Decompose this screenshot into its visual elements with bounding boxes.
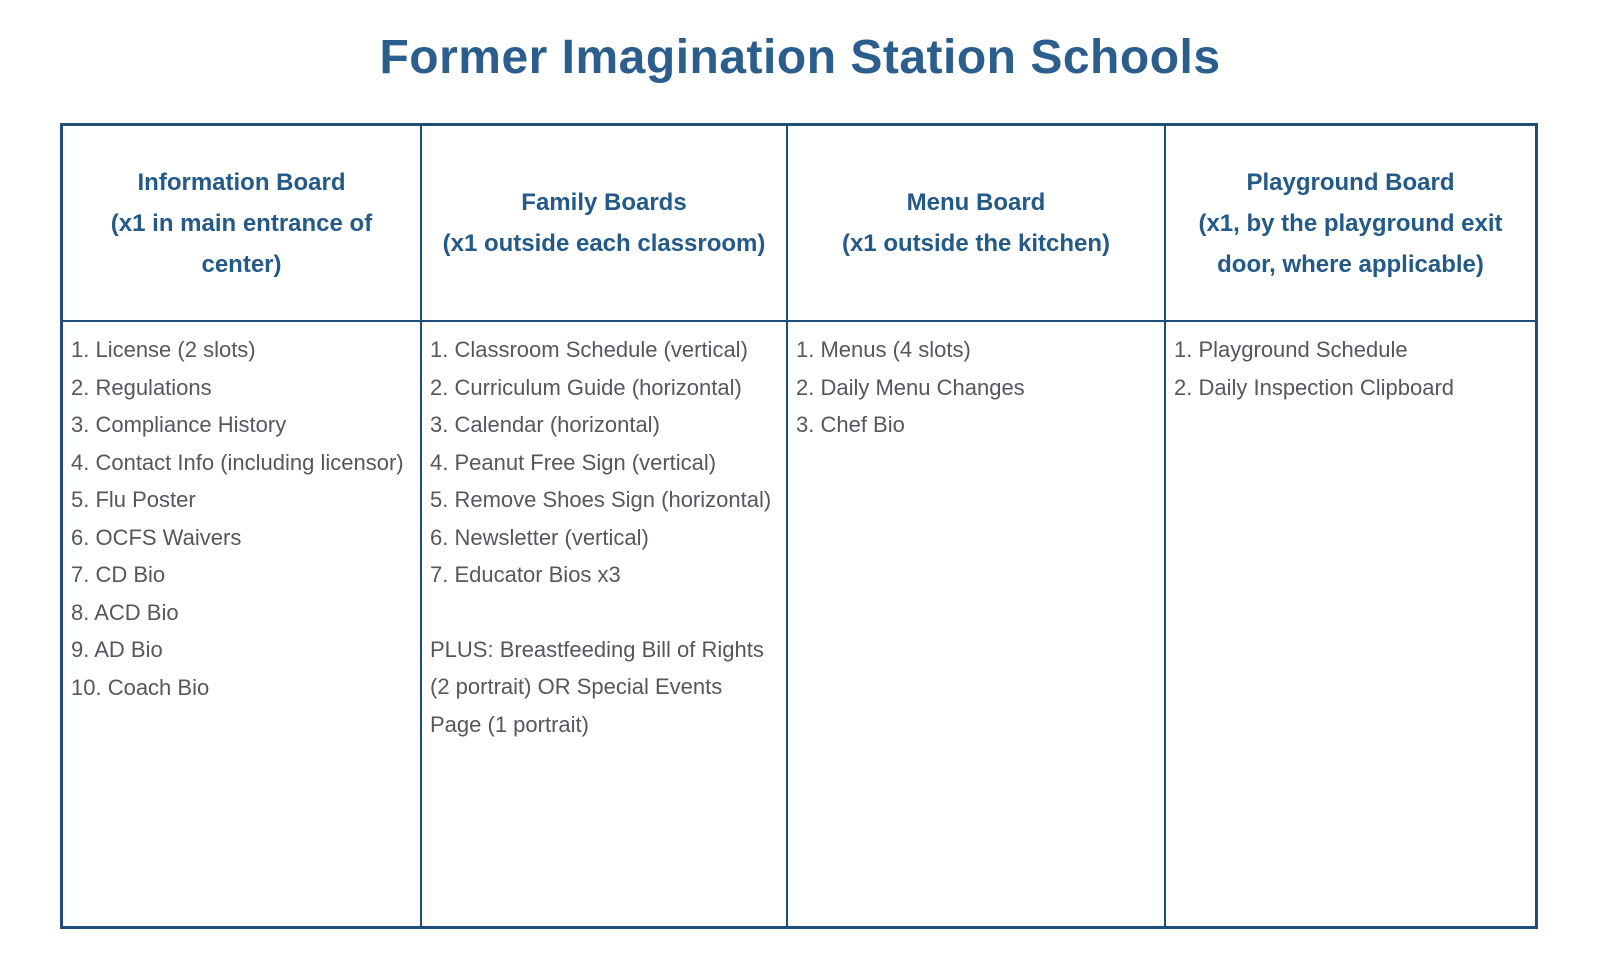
list-item: 10. Coach Bio [71, 674, 210, 700]
list-item: 6. OCFS Waivers [71, 524, 242, 550]
column-header-subtitle: (x1 in main entrance of center) [110, 209, 373, 278]
list-item: 8. ACD Bio [71, 599, 179, 625]
list-item: 2. Regulations [71, 374, 212, 400]
item-list [71, 331, 410, 706]
item-list [430, 331, 776, 594]
list-item: 3. Chef Bio [796, 412, 905, 437]
list-item: 9. AD Bio [71, 637, 163, 662]
column-information-board [63, 126, 420, 926]
column-header-title: Menu Board [906, 189, 1046, 216]
list-item: 1. Playground Schedule [1174, 337, 1408, 362]
list-item: 2. Curriculum Guide (horizontal) [430, 374, 742, 400]
column-body [1166, 322, 1535, 926]
list-item: 6. Newsletter (vertical) [430, 524, 649, 550]
column-header [63, 126, 420, 322]
boards-table [60, 123, 1538, 929]
list-item: 1. Menus (4 slots) [796, 337, 971, 362]
column-playground-board [1164, 126, 1535, 926]
column-header-title: Family Boards [521, 189, 687, 216]
list-item: 1. License (2 slots) [71, 337, 256, 362]
column-header-title: Playground Board [1246, 168, 1455, 196]
list-item: 5. Remove Shoes Sign (horizontal) [430, 487, 772, 512]
list-item: 3. Calendar (horizontal) [430, 412, 660, 437]
list-item: 3. Compliance History [71, 412, 287, 437]
list-item: 2. Daily Menu Changes [796, 374, 1025, 400]
list-item: 7. CD Bio [71, 562, 166, 587]
list-item: 4. Peanut Free Sign (vertical) [430, 449, 717, 475]
column-header-subtitle: (x1 outside each classroom) [442, 230, 766, 257]
list-item: 4. Contact Info (including licensor) [71, 449, 404, 475]
column-header [1166, 126, 1535, 322]
column-header [788, 126, 1164, 322]
item-list [796, 331, 1154, 444]
list-item: 5. Flu Poster [71, 487, 196, 512]
column-menu-board [786, 126, 1164, 926]
column-header-subtitle: (x1, by the playground exit door, where applicable) [1198, 209, 1503, 278]
column-body [422, 322, 786, 926]
column-header [422, 126, 786, 322]
column-header-subtitle: (x1 outside the kitchen) [841, 230, 1111, 257]
list-item: 2. Daily Inspection Clipboard [1174, 374, 1455, 400]
column-body [63, 322, 420, 926]
column-body [788, 322, 1164, 926]
list-item: 1. Classroom Schedule (vertical) [430, 337, 748, 362]
column-header-title: Information Board [137, 168, 346, 196]
page-title: Former Imagination Station Schools [379, 31, 1221, 84]
column-note: PLUS: Breastfeeding Bill of Rights (2 portrait) OR Special Events Page (1 portrait) [430, 636, 764, 737]
list-item: 7. Educator Bios x3 [430, 562, 621, 587]
item-list [1174, 331, 1525, 406]
column-family-boards [420, 126, 786, 926]
